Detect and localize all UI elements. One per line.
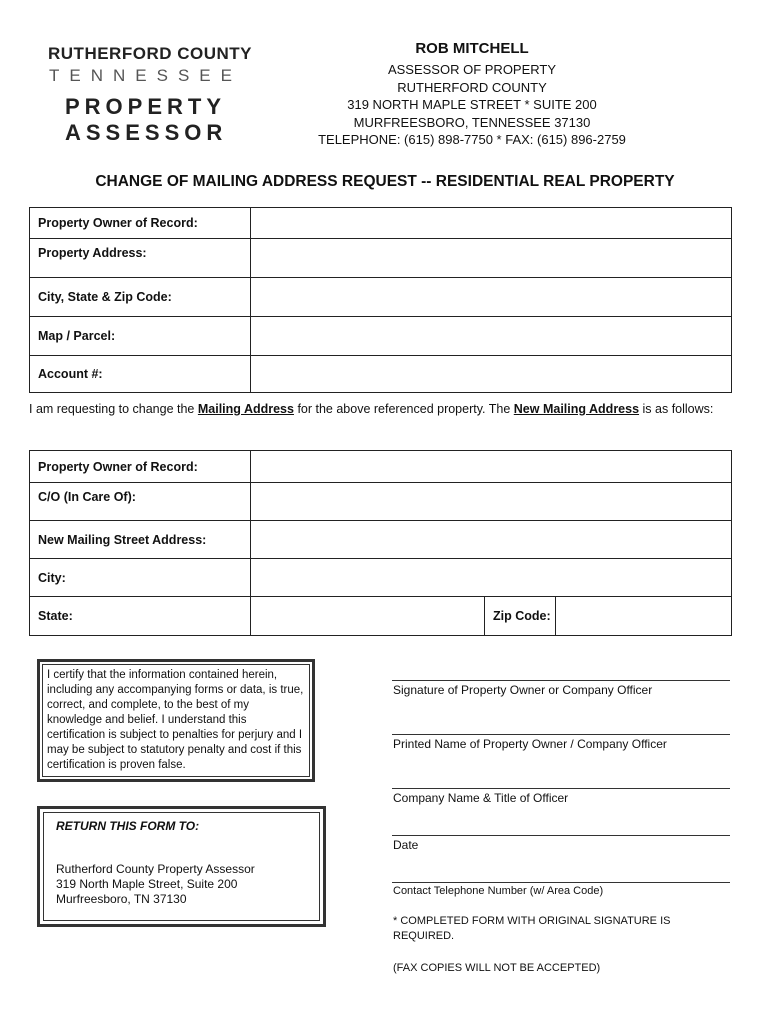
return-line1: Rutherford County Property Assessor	[56, 862, 255, 876]
form-title: CHANGE OF MAILING ADDRESS REQUEST -- RESIDENTIAL REAL PROPERTY	[95, 173, 675, 190]
assessor-title: ASSESSOR OF PROPERTY	[387, 62, 557, 77]
certification-text: I certify that the information contained herein, including any accompanying forms or data, is true, correct, and complete, to the best of my knowledge and belief. I understand this certification is subject to penalties for perjury and I may be subject to statutory penalty and cost if this certification is proven false.	[42, 664, 310, 777]
zip-code-field[interactable]	[556, 597, 732, 636]
new-owner-field[interactable]	[251, 451, 732, 483]
logo-state: TENNESSEE	[49, 66, 242, 85]
new-city-field[interactable]	[251, 559, 732, 597]
assessor-name: ROB MITCHELL	[415, 40, 529, 57]
new-state-label: State:	[30, 597, 251, 636]
account-field[interactable]	[251, 356, 732, 393]
header-phone: TELEPHONE: (615) 898-7750 * FAX: (615) 896-2759	[318, 132, 626, 147]
date-label: Date	[393, 838, 419, 852]
new-address-table	[29, 450, 732, 636]
return-form-box	[37, 806, 326, 927]
return-title: RETURN THIS FORM TO:	[56, 819, 200, 833]
new-street-label: New Mailing Street Address:	[30, 521, 251, 559]
logo-property: PROPERTY	[65, 94, 227, 119]
logo-county: RUTHERFORD COUNTY	[48, 44, 252, 63]
city-state-zip-label: City, State & Zip Code:	[30, 278, 251, 317]
property-owner-field[interactable]	[251, 208, 732, 239]
map-parcel-field[interactable]	[251, 317, 732, 356]
no-fax-note: (FAX COPIES WILL NOT BE ACCEPTED)	[393, 962, 601, 974]
signature-line[interactable]	[392, 680, 730, 681]
request-statement	[29, 401, 749, 417]
statement-mailing-address: Mailing Address	[197, 402, 294, 416]
property-address-field[interactable]	[251, 239, 732, 278]
original-signature-note: * COMPLETED FORM WITH ORIGINAL SIGNATURE IS REQUIRED.	[393, 915, 671, 942]
date-line[interactable]	[392, 835, 730, 836]
header-street: 319 NORTH MAPLE STREET * SUITE 200	[347, 97, 597, 112]
new-street-field[interactable]	[251, 521, 732, 559]
return-line2: 319 North Maple Street, Suite 200	[56, 877, 238, 891]
property-owner-label: Property Owner of Record:	[30, 208, 251, 239]
property-info-table	[29, 207, 732, 393]
map-parcel-label: Map / Parcel:	[30, 317, 251, 356]
signature-label: Signature of Property Owner or Company Officer	[393, 683, 653, 697]
printed-name-line[interactable]	[392, 734, 730, 735]
statement-part3: is as follows:	[639, 402, 714, 416]
printed-name-label: Printed Name of Property Owner / Company Officer	[393, 737, 667, 751]
phone-label: Contact Telephone Number (w/ Area Code)	[393, 885, 604, 897]
property-address-label: Property Address:	[30, 239, 251, 278]
care-of-field[interactable]	[251, 483, 732, 521]
company-line[interactable]	[392, 788, 730, 789]
phone-line[interactable]	[392, 882, 730, 883]
city-state-zip-field[interactable]	[251, 278, 732, 317]
company-label: Company Name & Title of Officer	[393, 791, 569, 805]
logo-assessor: ASSESSOR	[65, 120, 228, 145]
header-county: RUTHERFORD COUNTY	[397, 80, 547, 95]
statement-new-mailing-address: New Mailing Address	[513, 402, 640, 416]
zip-code-label: Zip Code:	[485, 597, 556, 636]
statement-part1: I am requesting to change the	[29, 402, 198, 416]
new-owner-label: Property Owner of Record:	[30, 451, 251, 483]
new-city-label: City:	[30, 559, 251, 597]
account-label: Account #:	[30, 356, 251, 393]
return-line3: Murfreesboro, TN 37130	[56, 892, 187, 906]
certification-box	[37, 659, 315, 782]
care-of-label: C/O (In Care Of):	[30, 483, 251, 521]
statement-part2: for the above referenced property. The	[293, 402, 514, 416]
new-state-field[interactable]	[251, 597, 485, 636]
header-city: MURFREESBORO, TENNESSEE 37130	[353, 115, 591, 130]
